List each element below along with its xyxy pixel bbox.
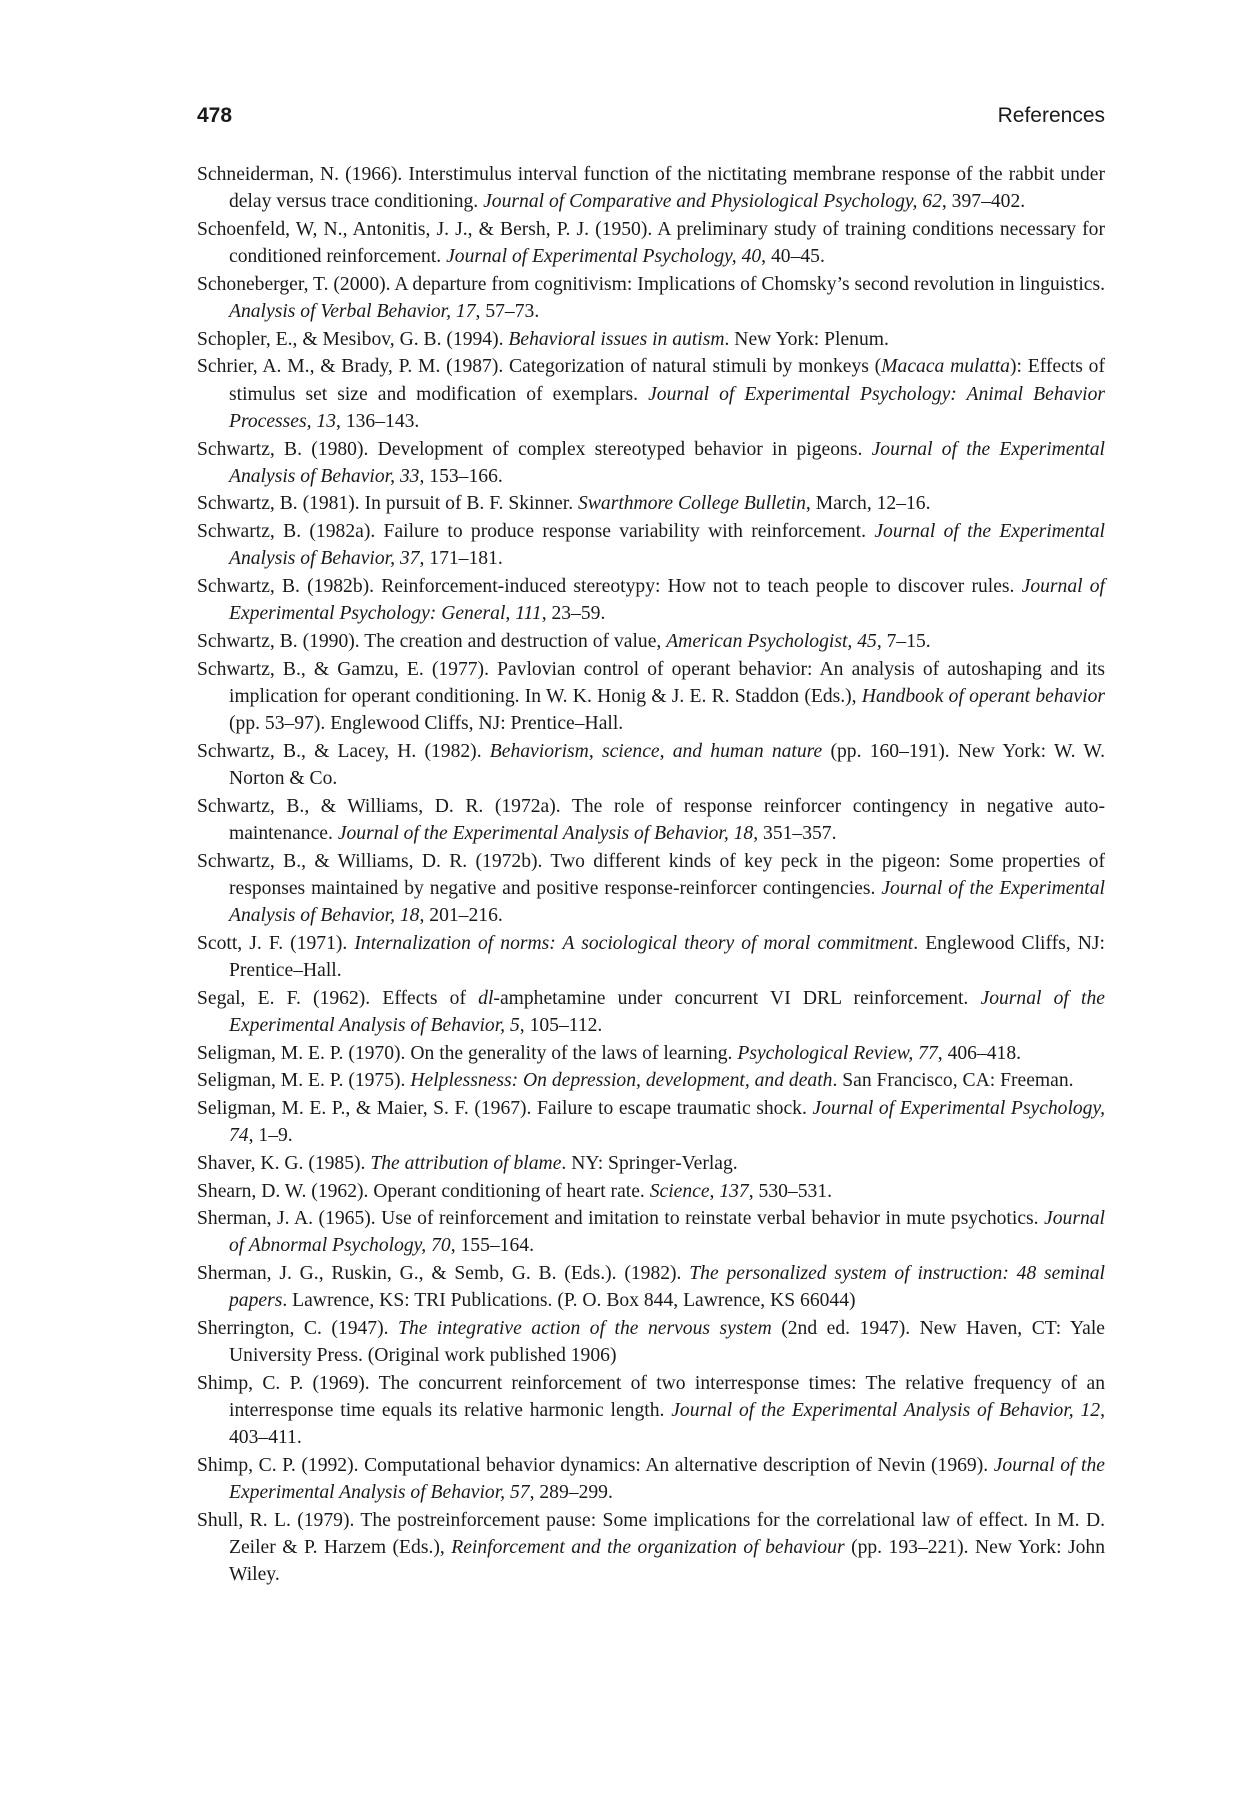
reference-italic-text: Internalization of norms: A sociological theory of moral commitment (354, 932, 914, 954)
reference-text: Schrier, A. M., & Brady, P. M. (1987). Categorization of natural stimuli by monkeys ( (197, 356, 882, 378)
reference-text: Shearn, D. W. (1962). Operant conditioning of heart rate. (197, 1180, 650, 1202)
reference-text: Scott, J. F. (1971). (197, 932, 355, 954)
reference-text: (pp. 53–97). Englewood Cliffs, NJ: Prentice–Hall. (229, 713, 624, 735)
reference-italic-text: The integrative action of the nervous system (398, 1318, 772, 1340)
reference-text: (pp. 160–191). New York: W. W. Norton & Co. (229, 740, 1105, 789)
reference-italic-text: Psychological Review, 77 (737, 1042, 938, 1064)
reference-text: , 57–73. (475, 301, 540, 323)
reference-list (197, 161, 1105, 1589)
reference-entry (197, 628, 1105, 655)
reference-text: , 406–418. (937, 1042, 1022, 1064)
reference-text: , 7–15. (876, 630, 931, 652)
reference-entry (197, 848, 1105, 930)
reference-text: Shimp, C. P. (1992). Computational behavior dynamics: An alternative description of Nevin (1969). (197, 1455, 994, 1477)
reference-text: Schoenfeld, W, N., Antonitis, J. J., & Bersh, P. J. (1950). A preliminary study of training conditions necessary for conditioned reinforcement. (197, 218, 1105, 268)
reference-italic-text: Journal of the Experimental Analysis of Behavior, 18 (337, 822, 754, 844)
reference-text: , 155–164. (450, 1235, 534, 1257)
reference-text: Sherrington, C. (1947). (197, 1318, 399, 1340)
reference-text: , 171–181. (419, 548, 503, 570)
reference-entry (197, 490, 1105, 517)
reference-italic-text: Swarthmore College Bulletin (578, 493, 806, 515)
reference-italic-text: dl (478, 987, 494, 1009)
reference-italic-text: Science, 137 (649, 1180, 749, 1202)
reference-text: . Englewood Cliffs, NJ: Prentice–Hall. (229, 932, 1106, 981)
reference-italic-text: Journal of the Experimental Analysis of Behavior, 12 (671, 1400, 1101, 1422)
reference-text: Shaver, K. G. (1985). (197, 1152, 371, 1174)
reference-text: Schwartz, B. (1981). In pursuit of B. F. Skinner. (197, 493, 579, 515)
reference-entry (197, 1315, 1105, 1369)
reference-text: Schneiderman, N. (1966). Interstimulus interval function of the nictitating membrane response of the rabbit under delay versus trace conditioning. (197, 164, 1105, 213)
reference-text: Seligman, M. E. P. (1975). (197, 1070, 411, 1092)
reference-italic-text: Handbook of operant behavior (861, 685, 1105, 707)
reference-italic-text: Journal of the Experimental Analysis of Behavior, 18 (229, 877, 1105, 926)
reference-entry (197, 326, 1105, 353)
reference-text: , 23–59. (541, 603, 606, 625)
reference-italic-text: Journal of Experimental Psychology, 74 (229, 1097, 1105, 1147)
reference-entry (197, 1040, 1105, 1067)
reference-italic-text: Journal of the Experimental Analysis of Behavior, 33 (229, 438, 1105, 487)
reference-entry (197, 1178, 1105, 1205)
reference-entry (197, 436, 1105, 490)
reference-entry (197, 1507, 1105, 1589)
reference-text: -amphetamine under concurrent VI DRL reinforcement. (493, 987, 981, 1009)
reference-entry (197, 656, 1105, 738)
reference-entry (197, 216, 1105, 270)
reference-entry (197, 271, 1105, 325)
reference-text: Schoneberger, T. (2000). A departure from cognitivism: Implications of Chomsky’s second revolution in linguistics. (197, 273, 1105, 295)
reference-entry (197, 1067, 1105, 1094)
reference-text: , 136–143. (336, 410, 420, 432)
reference-entry (197, 161, 1105, 215)
reference-italic-text: Behavioral issues in autism (508, 328, 725, 350)
reference-text: . NY: Springer-Verlag. (561, 1152, 738, 1174)
running-head: References (997, 104, 1105, 127)
reference-italic-text: Journal of the Experimental Analysis of Behavior, 37 (229, 521, 1105, 570)
reference-text: Seligman, M. E. P., & Maier, S. F. (1967). Failure to escape traumatic shock. (197, 1097, 813, 1119)
reference-italic-text: Journal of the Experimental Analysis of Behavior, 57 (229, 1455, 1105, 1504)
reference-entry (197, 930, 1105, 984)
reference-text: Schwartz, B., & Gamzu, E. (1977). Pavlovian control of operant behavior: An analysis of autoshaping and its implication for operant conditioning. In W. K. Honig & J. E. R. Staddon (Eds.), (197, 658, 1105, 707)
reference-text: Schwartz, B. (1980). Development of complex stereotyped behavior in pigeons. (197, 438, 872, 460)
reference-text: (pp. 193–221). New York: John Wiley. (229, 1537, 1106, 1586)
reference-text: , 105–112. (519, 1014, 603, 1036)
page-header (197, 104, 1105, 140)
reference-text: . New York: Plenum. (724, 328, 889, 350)
reference-italic-text: Journal of Comparative and Physiological Psychology, 62 (483, 191, 942, 213)
page-number: 478 (197, 104, 233, 127)
reference-text: Schwartz, B. (1982b). Reinforcement-induced stereotypy: How not to teach people to discover rules. (197, 576, 1022, 598)
reference-entry (197, 573, 1105, 627)
reference-entry (197, 1095, 1105, 1149)
reference-text: , 201–216. (419, 904, 503, 926)
reference-entry (197, 793, 1105, 847)
reference-text: Schwartz, B. (1982a). Failure to produce response variability with reinforcement. (197, 521, 875, 543)
reference-italic-text: Helplessness: On depression, development, and death (410, 1070, 833, 1092)
reference-entry (197, 518, 1105, 572)
reference-italic-text: Journal of Experimental Psychology: General, 111 (229, 576, 1105, 625)
reference-text: (2nd ed. 1947). New Haven, CT: Yale University Press. (Original work published 1906) (229, 1318, 1105, 1367)
reference-text: Sherman, J. G., Ruskin, G., & Semb, G. B. (Eds.). (1982). (197, 1263, 690, 1285)
reference-entry (197, 353, 1105, 435)
reference-text: Schopler, E., & Mesibov, G. B. (1994). (197, 328, 509, 350)
reference-text: Schwartz, B., & Williams, D. R. (1972b). Two different kinds of key peck in the pigeon: Some properties of responses maintained by negative and positive response-reinforcer contingencies. (197, 850, 1105, 899)
reference-text: Schwartz, B., & Lacey, H. (1982). (197, 740, 490, 762)
reference-text: , March, 12–16. (805, 493, 931, 515)
reference-text: , 403–411. (229, 1400, 1105, 1449)
reference-text: Seligman, M. E. P. (1970). On the generality of the laws of learning. (197, 1042, 738, 1064)
reference-entry (197, 1260, 1105, 1314)
reference-text: , 40–45. (761, 246, 825, 268)
reference-entry (197, 738, 1105, 792)
reference-text: . Lawrence, KS: TRI Publications. (P. O. Box 844, Lawrence, KS 66044) (282, 1290, 856, 1312)
reference-italic-text: Reinforcement and the organization of behaviour (451, 1537, 845, 1559)
reference-entry (197, 1205, 1105, 1259)
reference-italic-text: Behaviorism, science, and human nature (489, 740, 823, 762)
reference-italic-text: Journal of Experimental Psychology: Animal Behavior Processes, 13 (229, 383, 1105, 432)
reference-italic-text: Journal of Abnormal Psychology, 70 (229, 1208, 1105, 1257)
reference-entry (197, 985, 1105, 1039)
reference-text: , 153–166. (419, 465, 503, 487)
reference-italic-text: The attribution of blame (370, 1152, 562, 1174)
reference-text: Shull, R. L. (1979). The postreinforcement pause: Some implications for the correlational law of effect. In M. D. Zeiler & P. Harzem (Eds.), (197, 1509, 1105, 1559)
reference-text: , 397–402. (941, 191, 1026, 213)
reference-italic-text: Analysis of Verbal Behavior, 17 (229, 301, 476, 323)
reference-text: Shimp, C. P. (1969). The concurrent reinforcement of two interresponse times: The relative frequency of an interresponse time equals its relative harmonic length. (197, 1372, 1105, 1422)
reference-entry (197, 1150, 1105, 1177)
reference-text: . San Francisco, CA: Freeman. (832, 1070, 1074, 1092)
reference-italic-text: Journal of the Experimental Analysis of Behavior, 5 (229, 987, 1105, 1036)
reference-entry (197, 1370, 1105, 1452)
reference-text: Schwartz, B., & Williams, D. R. (1972a). The role of response reinforcer contingency in negative auto-maintenance. (197, 795, 1105, 844)
reference-text: , 530–531. (748, 1180, 833, 1202)
reference-italic-text: Macaca mulatta (881, 356, 1010, 378)
reference-text: Schwartz, B. (1990). The creation and destruction of value, (197, 630, 667, 652)
reference-italic-text: American Psychologist, 45 (666, 630, 877, 652)
reference-text: , 1–9. (248, 1125, 293, 1147)
reference-text: , 289–299. (529, 1482, 613, 1504)
reference-italic-text: The personalized system of instruction: 48 seminal papers (229, 1263, 1106, 1312)
reference-entry (197, 1452, 1105, 1506)
reference-italic-text: Journal of Experimental Psychology, 40 (446, 246, 762, 268)
reference-text: , 351–357. (753, 822, 837, 844)
reference-text: Segal, E. F. (1962). Effects of (197, 987, 479, 1009)
reference-text: Sherman, J. A. (1965). Use of reinforcement and imitation to reinstate verbal behavior in mute psychotics. (197, 1208, 1045, 1230)
reference-text: ): Effects of stimulus set size and modification of exemplars. (229, 356, 1105, 405)
